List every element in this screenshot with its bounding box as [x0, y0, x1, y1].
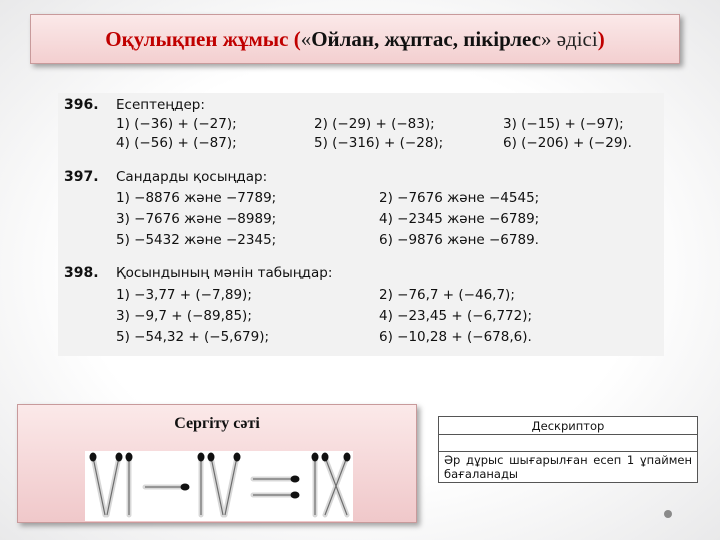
exercise-item: 5) (−316) + (−28); [314, 135, 444, 151]
title-part2: « [300, 26, 312, 51]
title-part4: » әдісі [540, 26, 598, 51]
exercise-item: 2) −76,7 + (−46,7); [379, 287, 515, 303]
exercise-number-398: 398. [64, 265, 99, 281]
title-method: Ойлан, жұптас, пікірлес [311, 26, 541, 51]
title-banner [30, 14, 680, 64]
exercise-heading-396: Есептеңдер: [116, 97, 205, 113]
exercise-item: 3) −9,7 + (−89,85); [116, 308, 252, 324]
descriptor-table [438, 416, 698, 483]
exercise-heading-398: Қосындының мәнін табыңдар: [116, 265, 333, 281]
matchstick-puzzle [85, 451, 353, 521]
descriptor-header: Дескриптор [439, 417, 698, 435]
slide-dot [664, 510, 672, 518]
rest-moment-box [17, 404, 417, 523]
rest-title: Сергіту сәті [174, 415, 260, 432]
exercise-item: 1) −3,77 + (−7,89); [116, 287, 252, 303]
exercise-item: 5) −5432 және −2345; [116, 232, 277, 248]
exercise-item: 4) −23,45 + (−6,772); [379, 308, 533, 324]
exercise-item: 1) −8876 және −7789; [116, 190, 277, 206]
exercise-item: 2) −7676 және −4545; [379, 190, 540, 206]
exercise-item: 4) −2345 және −6789; [379, 211, 540, 227]
exercise-number-397: 397. [64, 169, 99, 185]
exercise-item: 2) (−29) + (−83); [314, 116, 435, 132]
exercise-item: 5) −54,32 + (−5,679); [116, 329, 270, 345]
matchstick-icon [85, 451, 353, 521]
exercise-item: 6) −10,28 + (−678,6). [379, 329, 532, 345]
exercise-heading-397: Сандарды қосыңдар: [116, 169, 268, 185]
exercise-item: 1) (−36) + (−27); [116, 116, 237, 132]
exercise-item: 6) (−206) + (−29). [503, 135, 632, 151]
title-part1: Оқулықпен жұмыс ( [105, 26, 301, 51]
exercise-item: 3) −7676 және −8989; [116, 211, 277, 227]
descriptor-text: Әр дұрыс шығарылған есеп 1 ұпаймен бағаланады [439, 452, 698, 483]
descriptor-empty-row [439, 435, 698, 452]
exercise-item: 6) −9876 және −6789. [379, 232, 539, 248]
title-part5: ) [597, 26, 605, 51]
exercise-block [58, 93, 664, 356]
exercise-item: 3) (−15) + (−97); [503, 116, 624, 132]
exercise-item: 4) (−56) + (−87); [116, 135, 237, 151]
exercise-number-396: 396. [64, 97, 99, 113]
